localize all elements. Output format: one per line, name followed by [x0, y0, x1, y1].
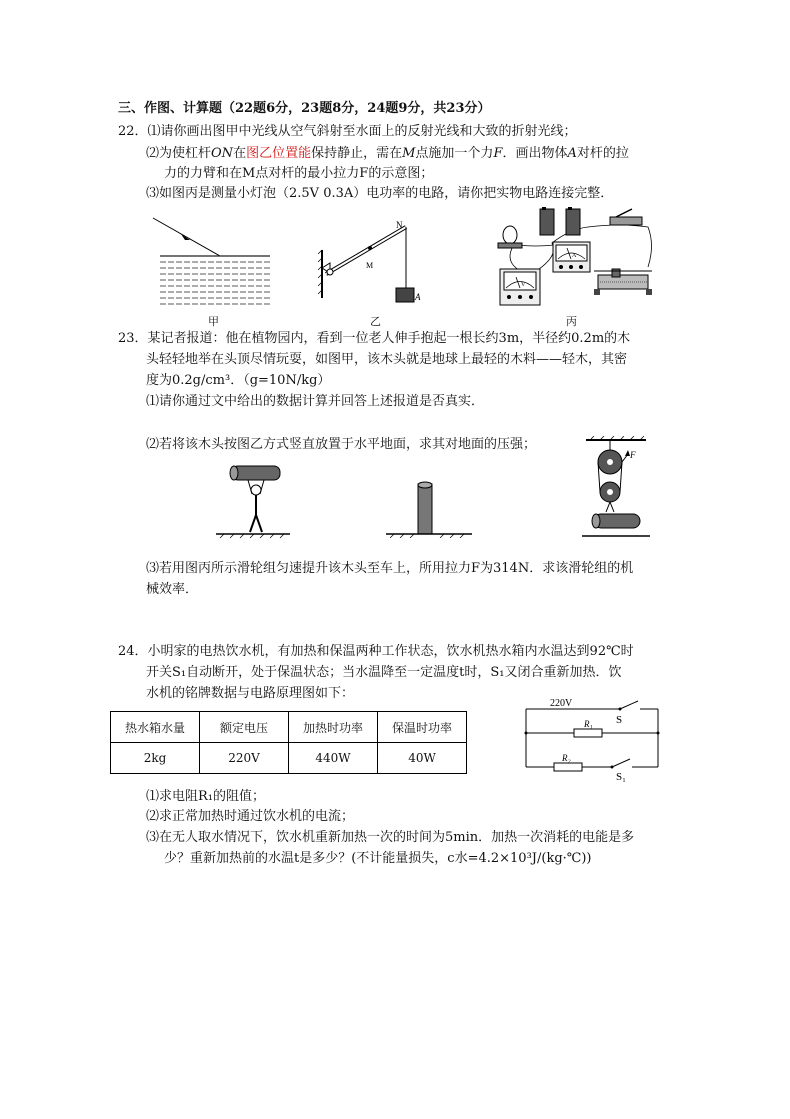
label-N: N	[396, 220, 403, 230]
q22-part2-line1	[146, 146, 629, 162]
text: ．画出物体	[502, 146, 568, 161]
text: A	[567, 146, 577, 161]
table-header: 加热时功率	[289, 712, 378, 743]
text: ⑵为使杠杆	[146, 146, 212, 161]
q23-line1: 23．某记者报道：他在植物园内，看到一位老人伸手抱起一根长约3m，半径约0.2m的木	[118, 331, 631, 346]
text: 在	[233, 146, 247, 161]
figure-person-log	[212, 460, 292, 540]
q23-line2: 头轻轻地举在头顶尽情玩耍，如图甲，该木头就是地球上最轻的木料——轻木，其密	[146, 352, 628, 367]
table-header: 额定电压	[200, 712, 289, 743]
caption-bing: 丙	[566, 315, 577, 328]
highlighted-text: 图乙位置能	[246, 146, 312, 161]
text: 点施加一个力	[415, 146, 494, 161]
q24-part3-line2: 少？重新加热前的水温t是多少？(不计能量损失，c水=4.2×10³J/(kg·℃))	[164, 851, 592, 866]
q24-part1: ⑴求电阻R₁的阻值；	[146, 789, 265, 804]
q22-part1: ⑴请你画出图甲中光线从空气斜射至水面上的反射光线和大致的折射光线；	[147, 124, 577, 139]
q22-number: 22．	[118, 124, 148, 139]
figure-jia-water	[150, 212, 275, 312]
caption-yi: 乙	[370, 315, 381, 328]
figure-bing-circuit	[490, 205, 660, 315]
section-title: 三、作图、计算题（22题6分，23题8分，24题9分，共23分）	[118, 101, 491, 116]
voltage-label: 220V	[550, 698, 573, 709]
q22-part2-line2: 力的力臂和在M点对杆的最小拉力F的示意图；	[164, 166, 434, 181]
q23-part1: ⑴请你通过文中给出的数据计算并回答上述报道是否真实．	[146, 394, 485, 409]
q23-line3: 度为0.2g/cm³．（g=10N/kg）	[146, 373, 331, 388]
table-cell: 40W	[378, 743, 467, 774]
text: 保持静止，需在	[311, 146, 403, 161]
q23-part3-line1: ⑶若用图丙所示滑轮组匀速提升该木头至车上，所用拉力F为314N．求该滑轮组的机	[146, 561, 634, 576]
voltmeter-label: V	[521, 282, 526, 288]
table-header: 热水箱水量	[111, 712, 200, 743]
caption-jia: 甲	[208, 315, 219, 328]
table-row	[111, 743, 467, 774]
spec-table	[110, 711, 467, 774]
table-header-row	[111, 712, 467, 743]
q24-part3-line1: ⑶在无人取水情况下，饮水机重新加热一次的时间为5min．加热一次消耗的电能是多	[146, 830, 635, 845]
figure-pulley	[582, 436, 652, 542]
table-cell: 220V	[200, 743, 289, 774]
table-header: 保温时功率	[378, 712, 467, 743]
table-cell: 2kg	[111, 743, 200, 774]
switch-s1-label: S₁	[616, 771, 626, 783]
r1-label: R₁	[584, 719, 593, 729]
text: 对杆的拉	[576, 146, 629, 161]
text: M	[402, 146, 416, 161]
q23-part2: ⑵若将该木头按图乙方式竖直放置于水平地面，求其对地面的压强；	[146, 437, 537, 452]
q24-line3: 水机的铭牌数据与电路原理图如下：	[146, 686, 355, 701]
text: F	[493, 146, 503, 161]
switch-s-label: S	[616, 714, 623, 726]
q22-part3: ⑶如图丙是测量小灯泡（2.5V 0.3A）电功率的电路，请你把实物电路连接完整．	[146, 186, 614, 201]
label-M: M	[366, 261, 374, 270]
label-F: F	[630, 450, 636, 460]
circuit-diagram	[520, 693, 670, 785]
q22-line1	[118, 124, 577, 140]
q24-line1: 24．小明家的电热饮水机，有加热和保温两种工作状态，饮水机热水箱内水温达到92℃时	[118, 644, 634, 659]
table-cell: 440W	[289, 743, 378, 774]
r2-label: R₂	[562, 753, 571, 763]
figure-standing-log	[384, 476, 474, 538]
q23-part3-line2: 械效率．	[146, 582, 199, 597]
q24-part2: ⑵求正常加热时通过饮水机的电流；	[146, 809, 355, 824]
label-A: A	[415, 292, 421, 302]
q24-line2: 开关S₁自动断开，处于保温状态；当水温降至一定温度t时，S₁又闭合重新加热．饮	[146, 665, 622, 680]
text: ON	[211, 146, 234, 161]
figure-yi-lever	[318, 218, 428, 308]
ammeter-label: A	[572, 253, 577, 259]
